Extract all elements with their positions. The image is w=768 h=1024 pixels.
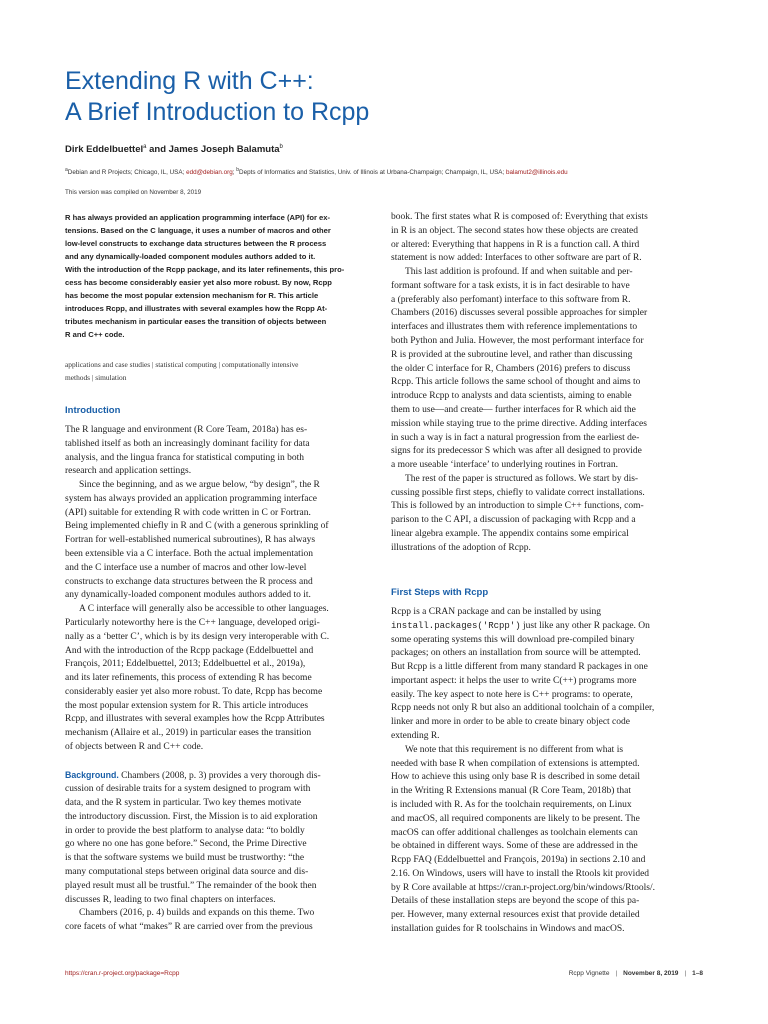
left-column-body xyxy=(65,424,377,935)
affil-a-mark: a xyxy=(65,167,68,173)
body-line: statement is now added: Interfaces to other software are part of R. xyxy=(391,253,642,264)
body-line: extending R. xyxy=(391,731,440,742)
body-line: a more useable ‘interface’ to underlying routines in Fortran. xyxy=(391,460,618,471)
body-line: both Python and Julia. However, the most performant interface for xyxy=(391,336,644,347)
title-line-2: A Brief Introduction to Rcpp xyxy=(65,98,370,126)
body-line: signs for its predecessor S which was after all designed to provide xyxy=(391,446,642,457)
body-line: discusses R, leading to two final chapters on interfaces. xyxy=(65,894,276,905)
body-line: introduce Rcpp to analysts and data scientists, aiming to enable xyxy=(391,391,632,402)
body-line: This last addition is profound. If and when suitable and per- xyxy=(405,267,633,278)
abstract-line: cess has become considerably easier yet also more robust. By now, Rcpp xyxy=(65,277,332,287)
keywords xyxy=(65,359,373,384)
body-line: and the C interface use a number of macros and other low-level xyxy=(65,562,307,573)
body-line: linker and more in order to be able to create binary object code xyxy=(391,717,630,728)
body-line: 2.16. On Windows, users will have to install the Rtools kit provided xyxy=(391,868,650,879)
section-heading-first-steps: First Steps with Rcpp xyxy=(391,587,489,598)
body-line: macOS can offer additional challenges as toolchain elements can xyxy=(391,827,638,838)
body-line: François, 2011; Eddelbuettel, 2013; Eddelbuettel et al., 2019a), xyxy=(65,659,306,670)
body-line: And with the introduction of the Rcpp package (Eddelbuettel and xyxy=(65,645,314,656)
body-line xyxy=(65,755,377,769)
body-line: packages; on others an installation from source will be attempted. xyxy=(391,648,641,659)
body-line: installation guides for R toolschains in Windows and macOS. xyxy=(391,923,625,934)
body-line: (API) suitable for extending R with code written in C or Fortran. xyxy=(65,507,311,518)
abstract-line: R has always provided an application programming interface (API) for ex- xyxy=(65,213,330,222)
body-line: How to achieve this using only base R is described in some detail xyxy=(391,772,641,783)
body-line: Particularly noteworthy here is the C++ language, developed origi- xyxy=(65,617,320,628)
keywords-line: methods | simulation xyxy=(65,372,127,382)
body-line: interfaces and illustrates them with reference implementations to xyxy=(391,322,638,333)
body-line: Rcpp. This article follows the same school of thought and aims to xyxy=(391,377,641,388)
body-line: R is provided at the subroutine level, and rather than discussing xyxy=(391,349,633,360)
body-line: any dynamically-loaded component modules authors added to it. xyxy=(65,590,311,601)
abstract-line: low-level constructs to exchange data structures between the R process xyxy=(65,238,327,248)
body-line: research and application settings. xyxy=(65,466,192,477)
affil-b-text: Depts of Informatics and Statistics, Univ. of Illinois at Urbana-Champaign; Champaign, IL, USA; xyxy=(239,169,506,177)
body-line: a (preferably also perfomant) interface to this software from R. xyxy=(391,294,631,305)
author-1-mark: a xyxy=(143,144,147,150)
affil-sep: ; xyxy=(232,169,237,177)
body-line: them to use—and create— further interfaces for R which aid the xyxy=(391,404,636,415)
install-command-text: just like any other R package. On xyxy=(520,620,650,631)
body-line: linear algebra example. The appendix contains some empirical xyxy=(391,528,629,539)
affil-a-email-link[interactable]: edd@debian.org xyxy=(186,169,233,177)
footer-right xyxy=(569,970,703,977)
body-line: considerably easier yet also more robust. To date, Rcpp has become xyxy=(65,686,323,697)
affil-b-mark: b xyxy=(236,167,240,173)
body-line: played result must all be trustful.” The remainder of the book then xyxy=(65,880,317,891)
body-line: in order to provide the best platform to analyse data: “to boldly xyxy=(65,825,305,836)
abstract xyxy=(65,212,373,342)
body-line xyxy=(391,620,703,634)
body-line: many computational steps between original data source and dis- xyxy=(65,866,309,877)
body-line: Rcpp FAQ (Eddelbuettel and François, 2019a) in sections 2.10 and xyxy=(391,855,646,866)
body-line: But Rcpp is a little different from many standard R packages in one xyxy=(391,662,648,673)
footer-date: November 8, 2019 xyxy=(623,970,679,977)
abstract-line: tensions. Based on the C language, it uses a number of macros and other xyxy=(65,225,331,235)
body-line: The rest of the paper is structured as follows. We start by dis- xyxy=(405,473,639,484)
abstract-line: has become the most popular extension mechanism for R. This article xyxy=(65,290,319,300)
body-line: mechanism (Allaire et al., 2019) in particular eases the transition xyxy=(65,728,312,739)
page-footer xyxy=(0,968,768,984)
footer-sep-1: | xyxy=(615,970,618,977)
footer-vignette: Rcpp Vignette xyxy=(568,970,610,977)
abstract-line: and any dynamically-loaded component modules authors added to it. xyxy=(65,251,316,261)
body-line: tablished itself as both an increasingly dominant facility for data xyxy=(65,438,310,449)
body-line: the older C interface for R, Chambers (2016) prefers to discuss xyxy=(391,363,631,374)
body-line: nally as a ‘better C’, which is by its design very interoperable with C. xyxy=(65,631,330,642)
body-line: be obtained in different ways. Some of these are addressed in the xyxy=(391,841,638,852)
paper-title xyxy=(65,66,705,128)
body-line: Rcpp needs not only R but also an additional toolchain of a compiler, xyxy=(391,703,655,714)
body-line: of objects between R and C++ code. xyxy=(65,741,204,752)
body-line: needed with base R when compilation of extensions is attempted. xyxy=(391,758,640,769)
body-line: been extensible via a C interface. Both the actual implementation xyxy=(65,549,313,560)
body-line: constructs to exchange data structures between the R process and xyxy=(65,576,313,587)
body-line: the most popular extension system for R. This article introduces xyxy=(65,700,309,711)
body-line: per. However, many external resources exist that provide detailed xyxy=(391,910,640,921)
section-heading-introduction: Introduction xyxy=(65,405,121,416)
body-line: Fortran for well-established numerical subroutines), R has always xyxy=(65,535,316,546)
author-list xyxy=(65,144,283,155)
body-line: system has always provided an application programming interface xyxy=(65,493,317,504)
author-1: Dirk Eddelbuettel xyxy=(65,144,144,156)
body-line: easily. The key aspect to note here is C++ programs: to operate, xyxy=(391,689,633,700)
body-line: in the Writing R Extensions manual (R Core Team, 2018b) that xyxy=(391,786,632,797)
body-line: We note that this requirement is no different from what is xyxy=(405,744,624,755)
body-line: cussing possible first steps, chiefly to validate correct installations. xyxy=(391,487,645,498)
install-command-code: install.packages('Rcpp') xyxy=(391,620,521,631)
affil-b-email-link[interactable]: balamut2@illinois.edu xyxy=(505,169,568,177)
affil-a-text: Debian and R Projects; Chicago, IL, USA; xyxy=(67,169,187,177)
body-line: parison to the C API, a discussion of packaging with Rcpp and a xyxy=(391,515,636,526)
body-line: by R Core available at https://cran.r-project.org/bin/windows/Rtools/. xyxy=(391,882,656,893)
body-line: important aspect: it helps the user to write C(++) programs more xyxy=(391,675,637,686)
body-line: A C interface will generally also be accessible to other languages. xyxy=(79,604,329,615)
body-line: Being implemented chiefly in R and C (with a generous sprinkling of xyxy=(65,521,329,532)
title-line-1: Extending R with C++: xyxy=(65,67,314,95)
body-line: analysis, and the lingua franca for statistical computing in both xyxy=(65,452,305,463)
body-line: Rcpp, and illustrates with several examples how the Rcpp Attributes xyxy=(65,714,325,725)
body-line: Chambers (2016) discusses several possible approaches for simpler xyxy=(391,308,648,319)
body-line: core facets of what “makes” R are carried over from the previous xyxy=(65,922,313,933)
author-2-mark: b xyxy=(279,144,283,150)
body-line: Rcpp is a CRAN package and can be installed by using xyxy=(391,607,602,617)
body-line: Since the beginning, and as we argue below, “by design”, the R xyxy=(79,480,320,491)
keywords-line: applications and case studies | statistical computing | computationally intensive xyxy=(65,360,299,369)
author-joiner: and xyxy=(146,144,169,156)
compiled-note: This version was compiled on November 8, 2019 xyxy=(65,189,202,196)
background-paragraph-head: Background. xyxy=(65,769,119,780)
body-line: in R is an object. The second states how these objects are created xyxy=(391,225,639,236)
body-line: mission while staying true to the prime directive. Adding interfaces xyxy=(391,418,647,429)
footer-sep-2: | xyxy=(684,970,687,977)
body-line xyxy=(65,769,377,784)
footer-pages: 1–8 xyxy=(692,970,703,977)
body-line: This is followed by an introduction to simple C++ functions, com- xyxy=(391,501,644,512)
affiliations xyxy=(65,167,568,176)
footer-url-link[interactable]: https://cran.r-project.org/package=Rcpp xyxy=(65,970,180,977)
body-line: and its later refinements, this process of extending R has become xyxy=(65,673,312,684)
background-paragraph-text: Chambers (2008, p. 3) provides a very thorough dis- xyxy=(118,770,321,781)
right-column-body-bottom xyxy=(391,606,703,937)
body-line: is included with R. As for the toolchain requirements, on Linux xyxy=(391,799,632,810)
body-line: is that the software systems we build must be trustworthy: “the xyxy=(65,853,305,864)
abstract-line: With the introduction of the Rcpp package, and its later refinements, this pro- xyxy=(65,264,345,274)
body-line: Chambers (2016, p. 4) builds and expands on this theme. Two xyxy=(79,908,315,919)
body-line: The R language and environment (R Core Team, 2018a) has es- xyxy=(65,425,308,435)
body-line: some operating systems this will download pre-compiled binary xyxy=(391,634,635,645)
right-column-body-top xyxy=(391,211,703,556)
body-line: data, and the R system in particular. Two key themes motivate xyxy=(65,798,302,809)
abstract-line: tributes mechanism in particular eases the transition of objects between xyxy=(65,316,327,326)
body-line: go where no one has gone before.” Second, the Prime Directive xyxy=(65,839,307,850)
body-line: book. The first states what R is composed of: Everything that exists xyxy=(391,212,648,222)
body-line: the introductory discussion. First, the Mission is to aid exploration xyxy=(65,811,318,822)
body-line: Details of these installation steps are beyond the scope of this pa- xyxy=(391,896,640,907)
body-line: and macOS, all required components are likely to be present. The xyxy=(391,813,640,824)
body-line: in such a way is in fact a natural progression from the earliest de- xyxy=(391,432,640,443)
abstract-line: R and C++ code. xyxy=(65,329,125,339)
author-2: James Joseph Balamuta xyxy=(168,144,280,156)
body-line: illustrations of the adoption of Rcpp. xyxy=(391,542,531,553)
body-line: cussion of desirable traits for a system designed to program with xyxy=(65,784,311,795)
abstract-line: introduces Rcpp, and illustrates with several examples how the Rcpp At- xyxy=(65,303,328,313)
body-line: or altered: Everything that happens in R is a function call. A third xyxy=(391,239,640,250)
body-line: formant software for a task exists, it is in fact desirable to have xyxy=(391,280,630,291)
